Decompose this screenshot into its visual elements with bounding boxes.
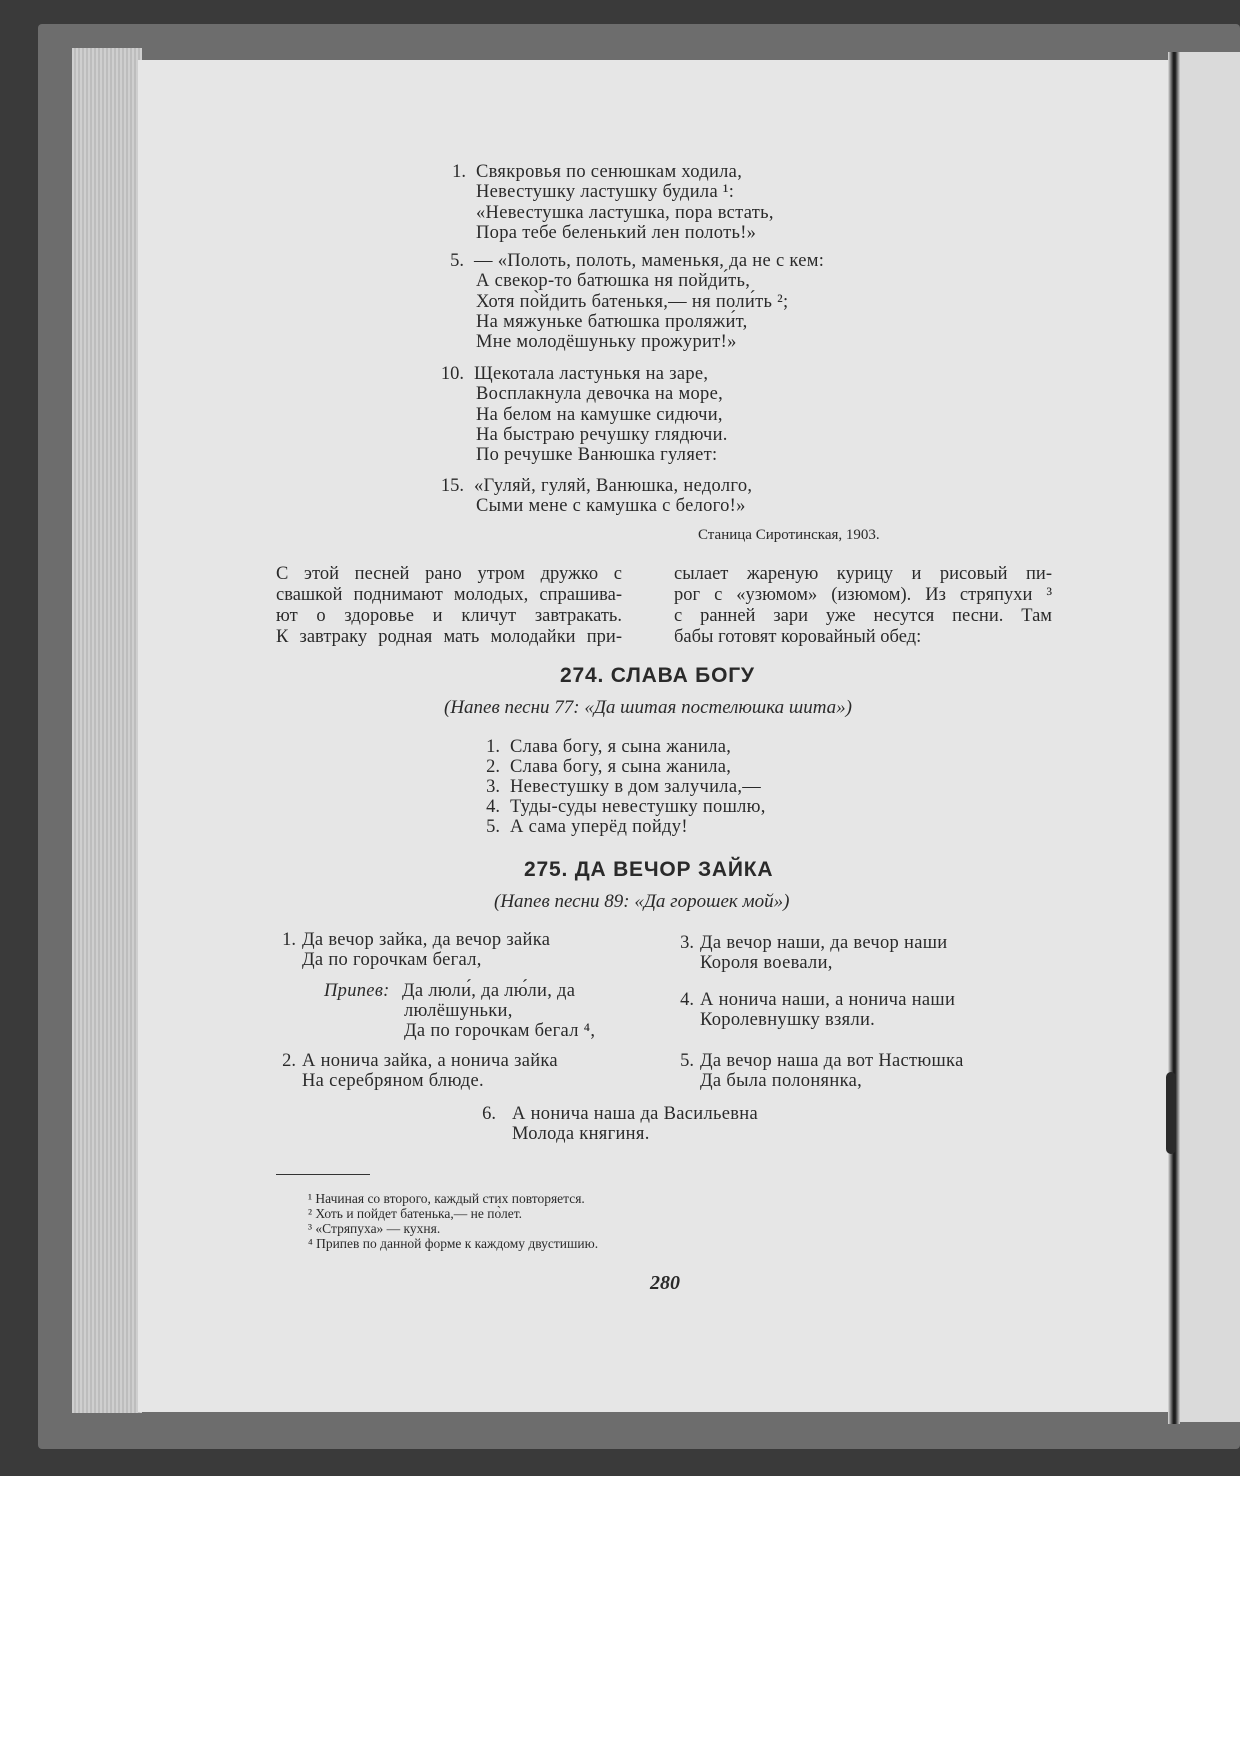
line-number: 1. — [486, 737, 500, 757]
refrain-line: Да по горочкам бегал ⁴, — [404, 1021, 596, 1041]
prose-line: сылает жареную курицу и рисовый пи- — [674, 564, 1052, 584]
line-number: 5. — [450, 251, 464, 271]
prose-line: свашкой поднимают молодых, спрашива- — [276, 585, 622, 605]
verse-line: А сама уперёд пойду! — [510, 817, 688, 837]
verse-line: На мяжуньке батюшка проляжи́т, — [476, 312, 748, 332]
footnote: ² Хоть и пойдет батенька,— не по̀лет. — [308, 1206, 523, 1221]
verse-line: Невестушку ластушку будила ¹: — [476, 182, 735, 202]
song-275-title: 275. ДА ВЕЧОР ЗАЙКА — [524, 858, 774, 881]
prose-line: К завтраку родная мать молодайки при- — [276, 627, 622, 647]
verse-line: Восплакнула девочка на море, — [476, 384, 724, 404]
prose-line: ют о здоровье и кличут завтракать. — [276, 606, 622, 626]
verse-line: На серебряном блюде. — [302, 1071, 484, 1091]
line-number: 4. — [486, 797, 500, 817]
line-number: 5. — [680, 1051, 694, 1071]
prose-line: С этой песней рано утром дружко с — [276, 564, 622, 584]
verse-line: На белом на камушке сидючи, — [476, 405, 723, 425]
line-number: 4. — [680, 990, 694, 1010]
place-date: Станица Сиротинская, 1903. — [698, 527, 880, 543]
verse-line: Пора тебе беленький лен полоть!» — [476, 223, 757, 243]
footnote: ¹ Начиная со второго, каждый стих повторяется. — [308, 1191, 585, 1206]
line-number: 2. — [282, 1051, 296, 1071]
line-number: 3. — [680, 933, 694, 953]
verse-line: «Гуляй, гуляй, Ванюшка, недолго, — [474, 476, 753, 496]
refrain-label: Припев: — [324, 981, 390, 1001]
footnote: ³ «Стряпуха» — кухня. — [308, 1221, 441, 1236]
verse-line: Да вечор зайка, да вечор зайка — [302, 930, 551, 950]
verse-line: Хотя по̀йдить батенькя,— ня поли́ть ²; — [476, 292, 789, 312]
verse-line: Мне молодёшуньку прожурит!» — [476, 332, 737, 352]
facing-page-edge — [1178, 52, 1240, 1422]
verse-line: Короля воевали, — [700, 953, 833, 973]
verse-line: Невестушку в дом залучила,— — [510, 777, 762, 797]
verse-line: «Невестушка ластушка, пора встать, — [476, 203, 774, 223]
line-number: 1. — [452, 162, 466, 182]
verse-line: Щекотала ластунькя на заре, — [474, 364, 709, 384]
verse-line: Да была полонянка, — [700, 1071, 863, 1091]
footnote-rule — [276, 1174, 370, 1175]
line-number: 1. — [282, 930, 296, 950]
line-number: 6. — [482, 1104, 496, 1124]
line-number: 15. — [440, 476, 464, 496]
line-number: 3. — [486, 777, 500, 797]
verse-line: На быстраю речушку глядючи. — [476, 425, 728, 445]
verse-line: Да по горочкам бегал, — [302, 950, 482, 970]
footnote: ⁴ Припев по данной форме к каждому двустишию. — [308, 1236, 599, 1251]
prose-right — [674, 564, 1052, 648]
refrain-line: Да люли́, да лю́ли, да — [402, 981, 576, 1001]
verse-line: Свякровья по сенюшкам ходила, — [476, 162, 743, 182]
verse-line: По речушке Ванюшка гуляет: — [476, 445, 718, 465]
verse-line: Королевнушку взяли. — [700, 1010, 876, 1030]
song-274-title: 274. СЛАВА БОГУ — [560, 664, 755, 687]
line-number: 10. — [440, 364, 464, 384]
verse-line: А нонича зайка, а нонича зайка — [302, 1051, 558, 1071]
prose-left — [276, 564, 622, 648]
song-274-subtitle: (Напев песни 77: «Да шитая постелюшка шита») — [444, 697, 852, 718]
page-edges — [72, 48, 142, 1413]
prose-line: рог с «узюмом» (изюмом). Из стряпухи ³ — [674, 585, 1052, 605]
verse-line: Сыми мене с камушка с белого!» — [476, 496, 746, 516]
verse-line: Туды-суды невестушку пошлю, — [510, 797, 766, 817]
prose-line: с ранней зари уже несутся песни. Там — [674, 606, 1052, 626]
page-number: 280 — [650, 1272, 680, 1294]
song-275-subtitle: (Напев песни 89: «Да горошек мой») — [494, 891, 790, 912]
verse-line: — «Полоть, полоть, маменькя, да не с кем: — [474, 251, 825, 271]
verse-line: А нонича наши, а нонича наши — [700, 990, 956, 1010]
verse-line: А свекор-то батюшка ня пойди́ть, — [476, 271, 751, 291]
book-gutter — [1168, 52, 1180, 1424]
verse-line: Слава богу, я сына жанила, — [510, 737, 732, 757]
verse-line: Да вечор наши, да вечор наши — [700, 933, 948, 953]
binding-mark — [1166, 1072, 1176, 1154]
line-number: 5. — [486, 817, 500, 837]
line-number: 2. — [486, 757, 500, 777]
verse-line: А нонича наша да Васильевна — [512, 1104, 759, 1124]
verse-line: Да вечор наша да вот Настюшка — [700, 1051, 964, 1071]
verse-line: Слава богу, я сына жанила, — [510, 757, 732, 777]
refrain-line: люлёшуньки, — [404, 1001, 513, 1021]
verse-line: Молода княгиня. — [512, 1124, 650, 1144]
prose-line: бабы готовят коровайный обед: — [674, 627, 922, 647]
